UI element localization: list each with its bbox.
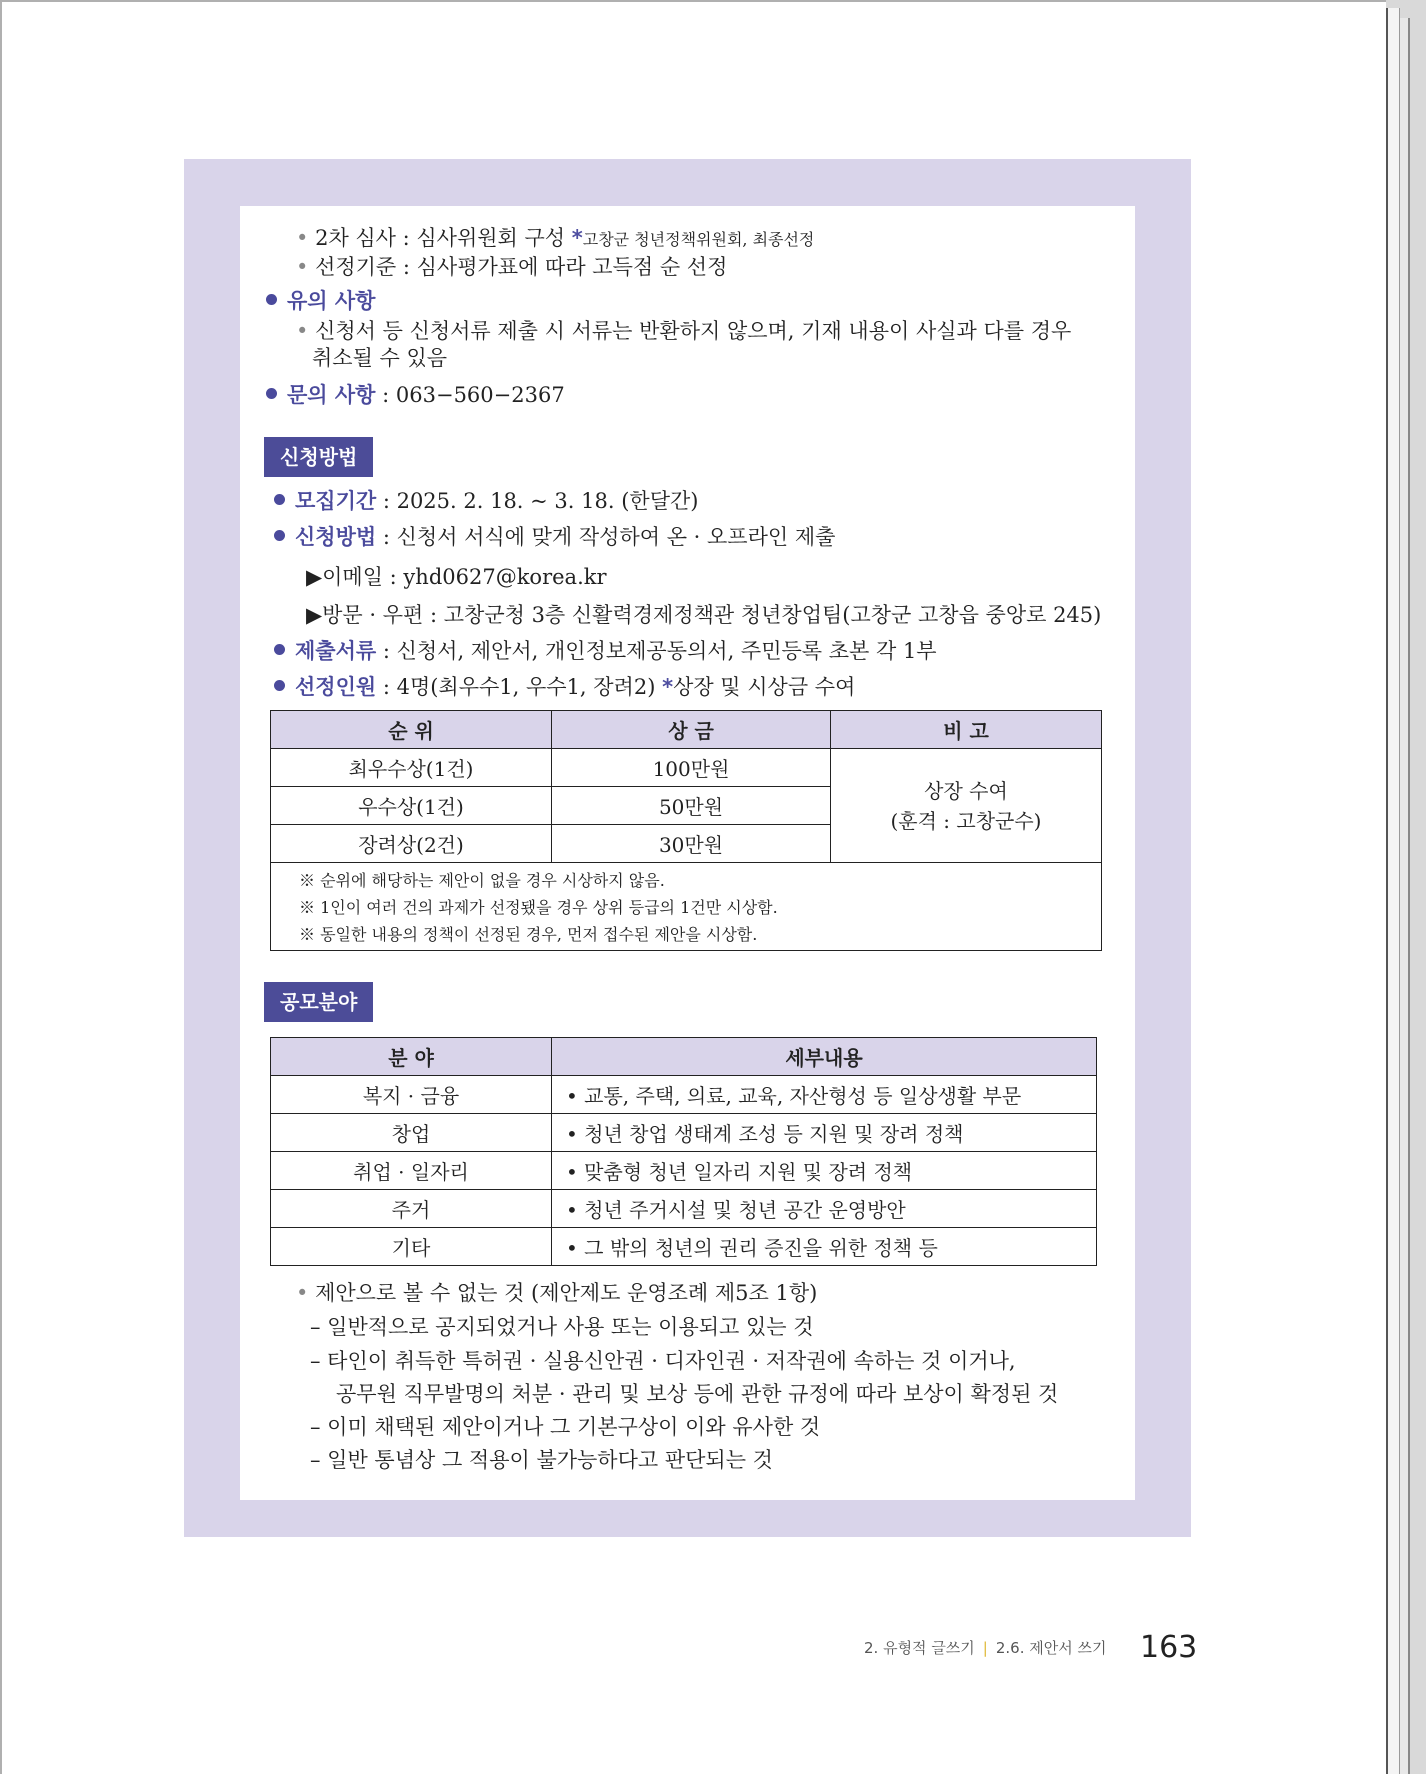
bullet-icon [274, 680, 285, 691]
field-cell: 복지 · 금융 [271, 1076, 552, 1114]
gray-bullet: • [296, 226, 309, 250]
fields-table [270, 1037, 1097, 1266]
count-note: 상장 및 시상금 수여 [673, 675, 856, 699]
exclusion-item-4: – 일반 통념상 그 적용이 불가능하다고 판단되는 것 [310, 1448, 773, 1472]
gray-bullet: • [296, 255, 309, 279]
running-footer [864, 1637, 1106, 1658]
inquiry-title: 문의 사항 [287, 383, 376, 407]
note-2: ※ 1인이 여러 건의 과제가 선정됐을 경우 상위 등급의 1건만 시상함. [299, 898, 778, 917]
bullet-icon [274, 530, 285, 541]
note-1: ※ 순위에 해당하는 제안이 없을 경우 시상하지 않음. [299, 871, 665, 890]
exclusion-item-2a: – 타인이 취득한 특허권 · 실용신안권 · 디자인권 · 저작권에 속하는 것 이거나, [310, 1349, 1016, 1373]
table-row [271, 1152, 1097, 1190]
field-cell: 기타 [271, 1228, 552, 1266]
bullet-icon [274, 494, 285, 505]
remark-line-2: (훈격 : 고창군수) [890, 808, 1042, 833]
section-apply: 신청방법 [264, 437, 373, 477]
count-line [274, 673, 855, 701]
content-frame [184, 159, 1191, 1537]
table-row [271, 749, 1102, 787]
method-value: : 신청서 서식에 맞게 작성하여 온 · 오프라인 제출 [376, 525, 836, 549]
prize-cell: 50만원 [552, 787, 831, 825]
notes-cell [271, 863, 1102, 951]
note-3: ※ 동일한 내용의 정책이 선정된 경우, 먼저 접수된 제안을 시상함. [299, 925, 758, 944]
method-title: 신청방법 [295, 525, 377, 549]
page-edge-back [1400, 18, 1410, 1774]
docs-value: : 신청서, 제안서, 개인정보제공동의서, 주민등록 초본 각 1부 [376, 639, 937, 663]
caution-line2: 취소될 수 있음 [312, 346, 448, 370]
detail-cell: • 교통, 주택, 의료, 교육, 자산형성 등 일상생활 부문 [552, 1076, 1097, 1114]
prize-cell: 30만원 [552, 825, 831, 863]
footer-separator: | [982, 1639, 988, 1657]
exclusion-title-line [296, 1279, 817, 1307]
period-line [274, 487, 698, 515]
header-remark: 비 고 [831, 711, 1102, 749]
gray-bullet: • [296, 1281, 309, 1305]
field-cell: 주거 [271, 1190, 552, 1228]
field-cell: 창업 [271, 1114, 552, 1152]
caution-line1 [296, 317, 1071, 345]
notes-row [271, 863, 1102, 951]
inquiry-value: : 063−560−2367 [375, 383, 565, 407]
exclusion-item-1: – 일반적으로 공지되었거나 사용 또는 이용되고 있는 것 [310, 1315, 814, 1339]
period-title: 모집기간 [295, 489, 377, 513]
gray-bullet: • [296, 319, 309, 343]
footer-chapter: 2. 유형적 글쓰기 [864, 1639, 975, 1657]
period-value: : 2025. 2. 18. ~ 3. 18. (한달간) [376, 489, 699, 513]
detail-cell: • 청년 주거시설 및 청년 공간 운영방안 [552, 1190, 1097, 1228]
prize-table [270, 710, 1102, 951]
content-box [240, 206, 1135, 1500]
header-prize: 상 금 [552, 711, 831, 749]
bullet-icon [266, 294, 277, 305]
remark-line-1: 상장 수여 [924, 778, 1008, 803]
caution-title: 유의 사항 [287, 289, 376, 313]
rank-cell: 우수상(1건) [271, 787, 552, 825]
exclusion-title: 제안으로 볼 수 없는 것 (제안제도 운영조례 제5조 1항) [315, 1281, 818, 1305]
prize-cell: 100만원 [552, 749, 831, 787]
docs-title: 제출서류 [295, 639, 377, 663]
caution-heading [266, 287, 375, 315]
section-fields: 공모분야 [264, 982, 373, 1022]
criteria-line [296, 253, 727, 281]
review2-note: 고창군 청년정책위원회, 최종선정 [582, 230, 815, 249]
footer-section: 2.6. 제안서 쓰기 [995, 1639, 1107, 1657]
exclusion-item-2b: 공무원 직무발명의 처분 · 관리 및 보상 등에 관한 규정에 따라 보상이 확정된 것 [336, 1382, 1059, 1406]
detail-cell: • 맞춤형 청년 일자리 지원 및 장려 정책 [552, 1152, 1097, 1190]
count-title: 선정인원 [295, 675, 377, 699]
header-field: 분 야 [271, 1038, 552, 1076]
detail-cell: • 그 밖의 청년의 권리 증진을 위한 정책 등 [552, 1228, 1097, 1266]
table-header-row [271, 711, 1102, 749]
page-number: 163 [1140, 1630, 1198, 1665]
inquiry-line [266, 381, 565, 409]
exclusion-item-3: – 이미 채택된 제안이거나 그 기본구상이 이와 유사한 것 [310, 1415, 821, 1439]
criteria-text: 선정기준 : 심사평가표에 따라 고득점 순 선정 [315, 255, 728, 279]
rank-cell: 최우수상(1건) [271, 749, 552, 787]
rank-cell: 장려상(2건) [271, 825, 552, 863]
table-row [271, 1228, 1097, 1266]
method-line [274, 523, 835, 551]
count-value: : 4명(최우수1, 우수1, 장려2) [376, 675, 663, 699]
bullet-icon [274, 644, 285, 655]
bullet-icon [266, 388, 277, 399]
docs-line [274, 637, 937, 665]
header-rank: 순 위 [271, 711, 552, 749]
page-edge [1386, 8, 1400, 1774]
review2-line [296, 224, 814, 254]
detail-cell: • 청년 창업 생태계 조성 등 지원 및 장려 정책 [552, 1114, 1097, 1152]
email-line: ▶이메일 : yhd0627@korea.kr [306, 565, 607, 589]
header-detail: 세부내용 [552, 1038, 1097, 1076]
caution-text-1: 신청서 등 신청서류 제출 시 서류는 반환하지 않으며, 기재 내용이 사실과 다를 경우 [315, 319, 1072, 343]
visit-line: ▶방문 · 우편 : 고창군청 3층 신활력경제정책관 청년창업팀(고창군 고창읍 중앙로 245) [306, 603, 1102, 627]
table-row [271, 1190, 1097, 1228]
field-cell: 취업 · 일자리 [271, 1152, 552, 1190]
table-header-row [271, 1038, 1097, 1076]
remark-cell [831, 749, 1102, 863]
table-row [271, 1114, 1097, 1152]
star-icon: * [662, 675, 674, 699]
table-row [271, 1076, 1097, 1114]
review2-label: 2차 심사 : 심사위원회 구성 [315, 226, 566, 250]
star-icon: * [571, 226, 583, 250]
